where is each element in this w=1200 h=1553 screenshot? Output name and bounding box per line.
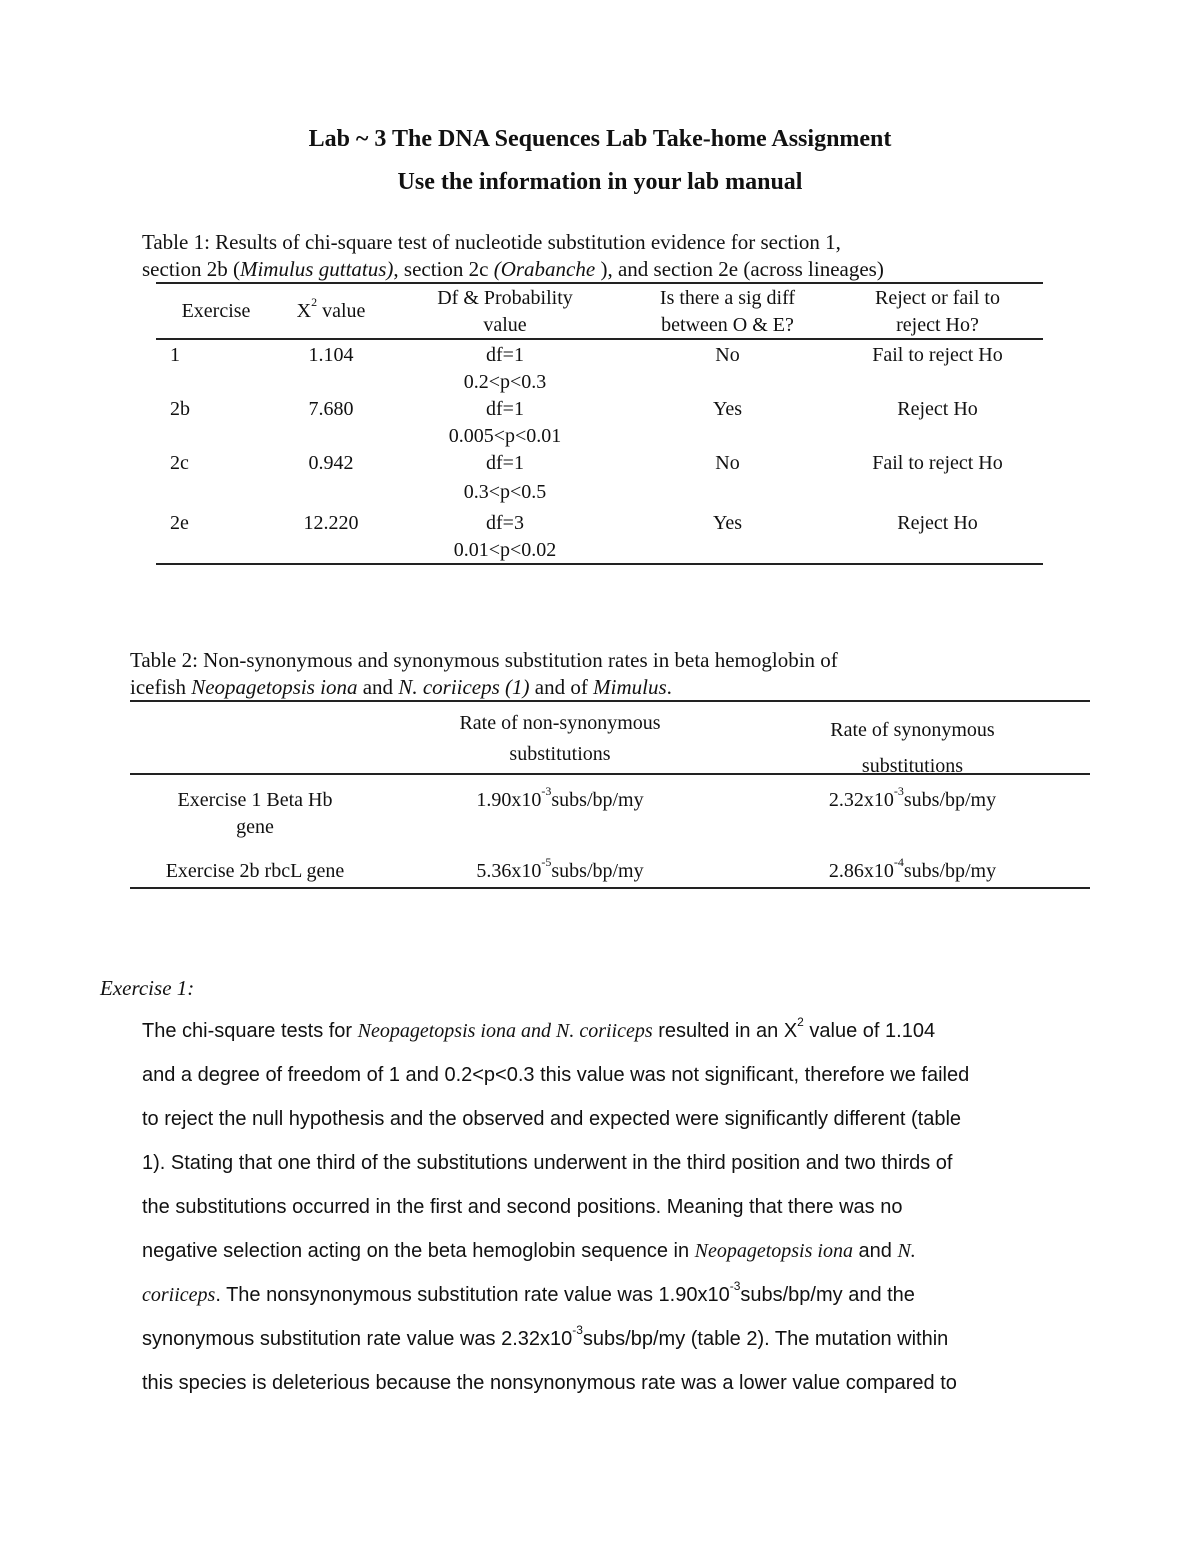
table2-cell-syn: $2.86x10^{-4}subs/bp/my$ — [828, 855, 997, 882]
table1-header-decision: Reject or fail to reject Ho? — [875, 287, 1000, 336]
table2-header-syn: Rate of synonymous substitutions — [830, 719, 995, 777]
table1-cell-x2: 7.680 — [308, 398, 354, 420]
table1-cell-df: df=1 0.005<p<0.01 — [448, 398, 562, 447]
page-subtitle: Use the information in your lab manual — [397, 169, 803, 195]
table2-caption-text: and of — [529, 675, 594, 699]
table1-cell-exercise: 2c — [170, 452, 189, 474]
paragraph-line: negative selection acting on the beta hemoglobin sequence in Neopagetopsis iona and N. — [142, 1240, 916, 1262]
table1-caption — [142, 229, 1042, 283]
table1-header-x2: $X^2$ value — [296, 295, 366, 322]
table1-header-sig: Is there a sig diff between O & E? — [659, 287, 796, 336]
table2-caption-species: Neopagetopsis iona — [191, 675, 358, 699]
table2-cell-label: Exercise 2b rbcL gene — [165, 860, 345, 882]
table1-cell-exercise: 1 — [170, 344, 180, 366]
table2-top-rule — [130, 700, 1090, 702]
table1-cell-sig: No — [715, 452, 740, 474]
table1-cell-x2: 12.220 — [303, 512, 359, 534]
table2-cell-nonsyn: $1.90x10^{-3}subs/bp/my$ — [476, 784, 644, 811]
table2-header-nonsyn: Rate of non-synonymous substitutions — [459, 712, 661, 765]
paragraph-line: to reject the null hypothesis and the observed and expected were significantly different (table — [142, 1108, 962, 1130]
table1-caption-text: ), and section 2e (across lineages) — [600, 257, 884, 281]
table1-cell-decision: Reject Ho — [897, 512, 978, 534]
table2-caption-species: Mimulus — [593, 675, 667, 699]
table2-caption-species: N. coriiceps (1) — [398, 675, 530, 699]
table1-caption-species: (Orabanche — [493, 257, 601, 281]
table1-cell-decision: Reject Ho — [897, 398, 978, 420]
table2-caption-text: . — [666, 675, 672, 699]
paragraph-line: and a degree of freedom of 1 and 0.2<p<0.3 this value was not significant, therefore we failed — [142, 1064, 970, 1086]
table2-bottom-rule — [130, 887, 1090, 889]
table2-caption-text: and — [357, 675, 399, 699]
page-title: Lab ~ 3 The DNA Sequences Lab Take-home Assignment — [308, 126, 892, 152]
table1-cell-x2: 1.104 — [308, 344, 354, 366]
table1-cell-exercise: 2b — [170, 398, 190, 420]
table1-cell-sig: Yes — [712, 512, 743, 534]
table2-cell-label: Exercise 1 Beta Hb gene — [177, 789, 333, 838]
table1-header-df: Df & Probability value — [437, 287, 573, 336]
table1-header-rule — [156, 338, 1043, 340]
paragraph-line: the substitutions occurred in the first and second positions. Meaning that there was no — [142, 1196, 903, 1218]
table2-caption — [130, 647, 1090, 701]
table1-top-rule — [156, 282, 1043, 284]
table2-cell-nonsyn: $5.36x10^{-5}subs/bp/my$ — [476, 855, 644, 882]
table1-cell-decision: Fail to reject Ho — [872, 452, 1003, 474]
table1-caption-text: section 2b ( — [142, 257, 240, 281]
table1-cell-df: df=1 0.3<p<0.5 — [463, 452, 547, 503]
paragraph-line: 1). Stating that one third of the substitutions underwent in the third position and two thirds of — [142, 1152, 953, 1174]
table1-cell-sig: Yes — [712, 398, 743, 420]
table1-cell-df: df=3 0.01<p<0.02 — [453, 512, 557, 561]
table1-caption-line1: Table 1: Results of chi-square test of nucleotide substitution evidence for section 1, — [142, 230, 841, 254]
table1-bottom-rule — [156, 563, 1043, 565]
table2-caption-text: icefish — [130, 675, 192, 699]
table1-caption-species: Mimulus guttatus) — [239, 257, 394, 281]
table1-cell-exercise: 2e — [170, 512, 189, 534]
table1-header-exercise: Exercise — [181, 300, 251, 322]
paragraph-line: The chi-square tests for Neopagetopsis iona and N. coriiceps resulted in an $X^2$ value of 1.104 — [142, 1015, 936, 1042]
table2-caption-line1: Table 2: Non-synonymous and synonymous substitution rates in beta hemoglobin of — [130, 648, 838, 672]
table1-cell-decision: Fail to reject Ho — [872, 344, 1003, 366]
table1-caption-text: , section 2c — [393, 257, 494, 281]
table1-cell-df: df=1 0.2<p<0.3 — [463, 344, 547, 393]
paragraph-line: this species is deleterious because the nonsynonymous rate was a lower value compared to — [142, 1372, 957, 1394]
table2-header-rule — [130, 773, 1090, 775]
table2-cell-syn: $2.32x10^{-3}subs/bp/my$ — [828, 784, 997, 811]
table1-cell-x2: 0.942 — [308, 452, 354, 474]
paragraph-line: synonymous substitution rate value was $2.32x10^{-3}subs/bp/my$ (table 2). The mutation within — [142, 1323, 949, 1350]
exercise1-heading: Exercise 1: — [100, 976, 195, 1000]
table1-cell-sig: No — [715, 344, 740, 366]
paragraph-line: coriiceps. The nonsynonymous substitution rate value was $1.90x10^{-3}subs/bp/my$ and the — [142, 1279, 915, 1306]
